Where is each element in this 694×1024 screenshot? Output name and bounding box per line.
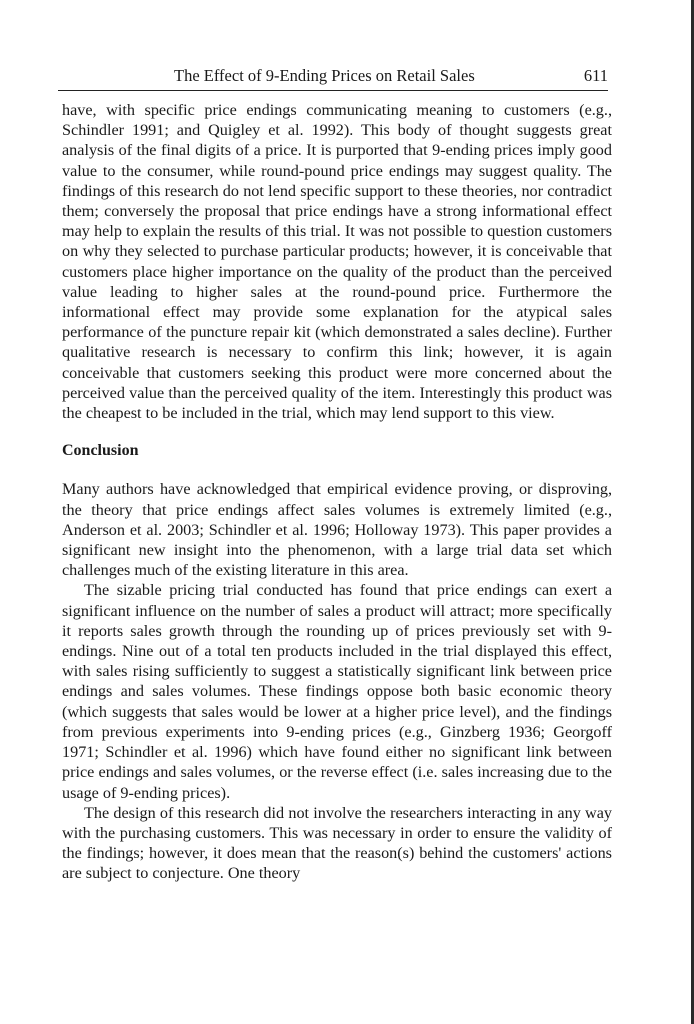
body-paragraph: have, with specific price endings communicating meaning to customers (e.g., Schindler 1991; and Quigley et al. 1992). This body of thought suggests great analysis of the final digits of a price. It is purported that 9-ending prices imply good value to the consumer, while round-pound price endings may suggest quality. The findings of this research do not lend specific support to these theories, nor contradict them; conversely the proposal that price endings have a strong informational effect may help to explain the results of this trial. It was not possible to question customers on why they selected to purchase particular products; however, it is conceivable that customers place higher importance on the quality of the product than the perceived value leading to higher sales at the round-pound price. Furthermore the informational effect may provide some explanation for the atypical sales performance of the puncture repair kit (which demonstrated a sales decline). Further qualitative research is necessary to confirm this link; however, it is again conceivable that customers seeking this product were more concerned about the perceived value than the perceived quality of the item. Interestingly this product was the cheapest to be included in the trial, which may lend support to this view. bbox=[62, 101, 612, 423]
body-paragraph: Many authors have acknowledged that empirical evidence proving, or disproving, the theory that price endings affect sales volumes is extremely limited (e.g., Anderson et al. 2003; Schindler et al. 1996; Holloway 1973). This paper provides a significant new insight into the phenomenon, with a large trial data set which challenges much of the existing literature in this area. bbox=[62, 480, 612, 580]
running-title: The Effect of 9-Ending Prices on Retail Sales bbox=[174, 66, 475, 85]
body-paragraph: The design of this research did not involve the researchers interacting in any way with the purchasing customers. This was necessary in order to ensure the validity of the findings; however, it does mean that the reason(s) behind the customers' actions are subject to conjecture. One theory bbox=[62, 803, 612, 883]
body-paragraph: The sizable pricing trial conducted has found that price endings can exert a significant influence on the number of sales a product will attract; more specifically it reports sales growth through the rounding up of prices previously set with 9-endings. Nine out of a total ten products included in the trial displayed this effect, with sales rising sufficiently to suggest a statistically significant link between price endings and sales volumes. These findings oppose both basic economic theory (which suggests that sales would be lower at a higher price level), and the findings from previous experiments into 9-ending prices (e.g., Ginzberg 1936; Georgoff 1971; Schindler et al. 1996) which have found either no significant link between price endings and sales volumes, or the reverse effect (i.e. sales increasing due to the usage of 9-ending prices). bbox=[62, 581, 612, 802]
running-header bbox=[58, 64, 608, 91]
page-number: 611 bbox=[583, 66, 608, 85]
page-body bbox=[62, 100, 612, 884]
section-heading-conclusion: Conclusion bbox=[62, 442, 139, 460]
